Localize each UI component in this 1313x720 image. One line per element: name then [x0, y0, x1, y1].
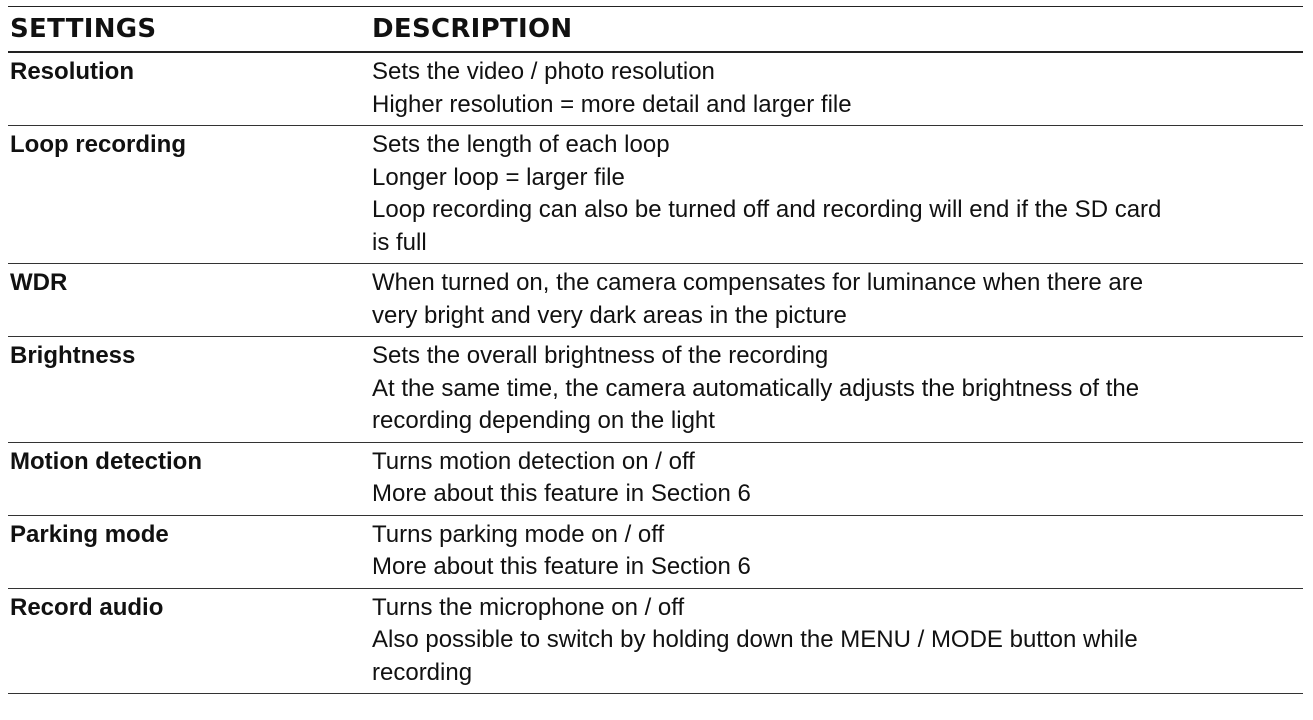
setting-description	[372, 340, 1303, 438]
header-settings: SETTINGS	[10, 14, 157, 44]
description-line: At the same time, the camera automatically adjusts the brightness of the	[372, 374, 1140, 402]
settings-table	[8, 6, 1303, 694]
table-row	[8, 516, 1303, 589]
description-line: Longer loop = larger file	[372, 163, 625, 191]
table-row	[8, 443, 1303, 516]
description-line: very bright and very dark areas in the picture	[372, 301, 847, 329]
description-line: More about this feature in Section 6	[372, 480, 751, 507]
description-line: Sets the length of each loop	[372, 131, 670, 158]
description-line: Turns motion detection on / off	[372, 447, 695, 475]
table-row	[8, 53, 1303, 126]
description-line: When turned on, the camera compensates for luminance when there are	[372, 269, 1144, 296]
table-row	[8, 126, 1303, 264]
description-line: recording	[372, 658, 473, 686]
table-row	[8, 589, 1303, 695]
setting-name: Resolution	[10, 58, 134, 85]
setting-description	[372, 129, 1303, 259]
setting-description	[372, 446, 1303, 511]
description-line: Sets the video / photo resolution	[372, 58, 715, 85]
setting-name: Record audio	[10, 593, 164, 621]
description-line: Also possible to switch by holding down the MENU / MODE button while	[372, 626, 1138, 653]
table-row	[8, 264, 1303, 337]
description-line: recording depending on the light	[372, 407, 715, 434]
header-description: DESCRIPTION	[372, 14, 573, 44]
setting-name: Brightness	[10, 342, 136, 369]
setting-name: Parking mode	[10, 520, 169, 548]
description-line: Sets the overall brightness of the recording	[372, 342, 829, 369]
description-line: More about this feature in Section 6	[372, 553, 751, 580]
description-line: is full	[372, 228, 427, 256]
description-line: Turns parking mode on / off	[372, 520, 665, 548]
setting-description	[372, 56, 1303, 121]
description-line: Higher resolution = more detail and larger file	[372, 90, 852, 118]
setting-name: WDR	[10, 269, 68, 296]
setting-description	[372, 519, 1303, 584]
setting-name: Loop recording	[10, 131, 186, 158]
description-line: Turns the microphone on / off	[372, 593, 685, 621]
table-header-row	[8, 7, 1303, 53]
setting-description	[372, 592, 1303, 690]
setting-description	[372, 267, 1303, 332]
table-row	[8, 337, 1303, 443]
setting-name: Motion detection	[10, 447, 202, 475]
description-line: Loop recording can also be turned off and recording will end if the SD card	[372, 196, 1162, 223]
